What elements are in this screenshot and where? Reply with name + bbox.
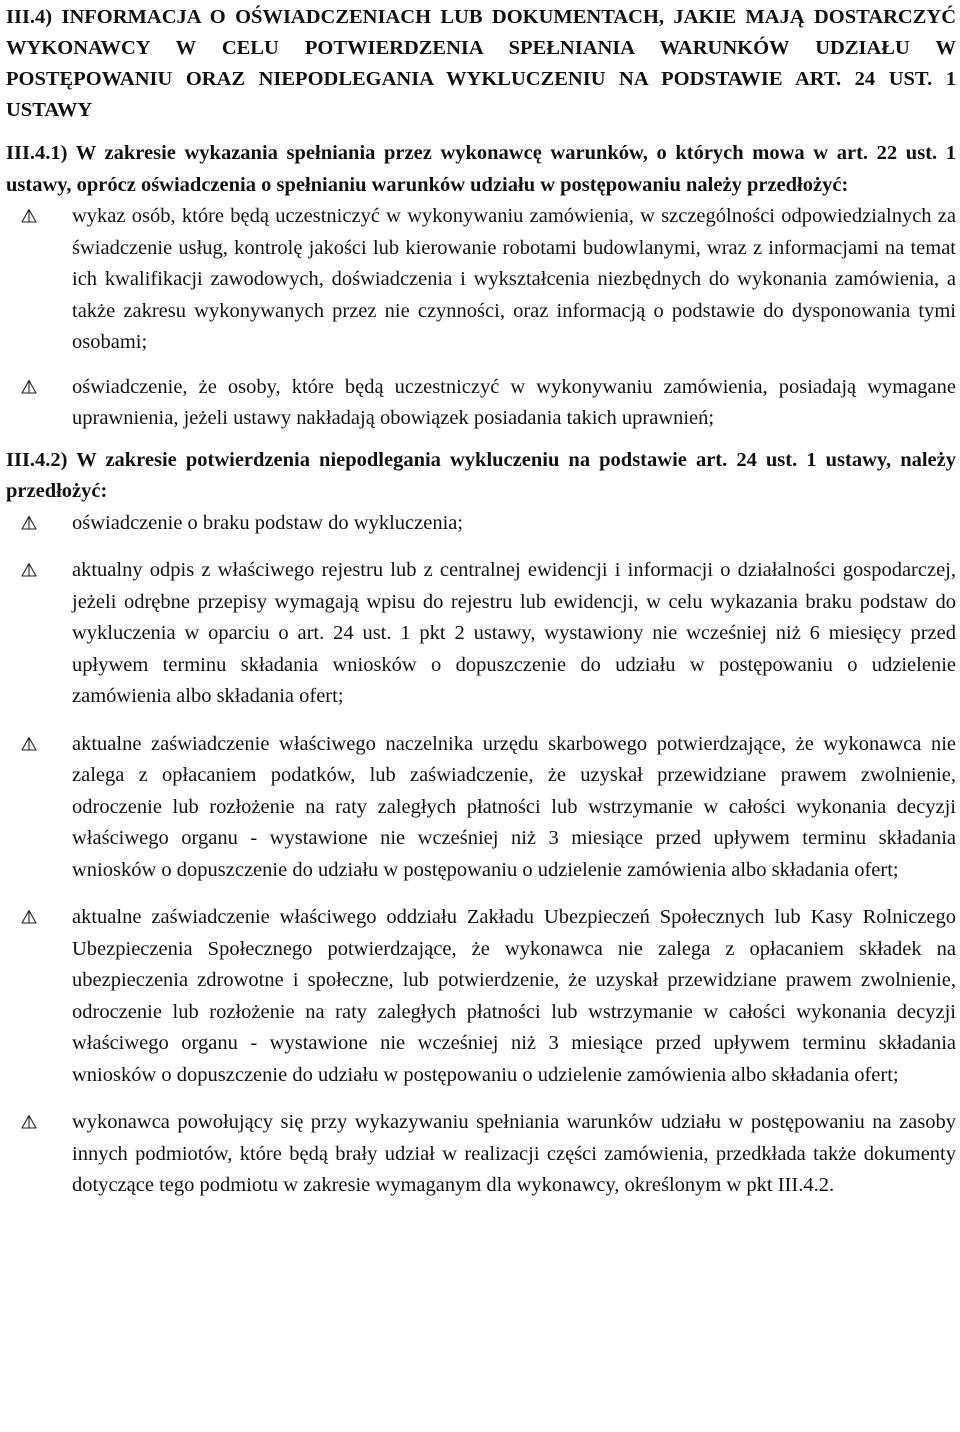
list-item-text: oświadczenie o braku podstaw do wykluczenia;	[72, 511, 464, 534]
list-item-text: aktualne zaświadczenie właściwego naczelnika urzędu skarbowego potwierdzające, że wykonawca nie zalega z opłacaniem podatków, lub zaświadczenie, że uzyskał przewidziane prawem zwolnienie, odroczenie lub rozłożenie na raty zaległych płatności lub wstrzymanie w całości wykonania decyzji właściwego organu - wystawione nie wcześniej niż 3 miesiące przed upływem terminu składania wniosków o dopuszczenie do udziału w postępowaniu o udzielenie zamówienia albo składania ofert;	[72, 732, 956, 881]
triangle-bullet-icon	[20, 1113, 38, 1131]
document-page	[6, 0, 956, 1202]
triangle-bullet-icon	[20, 908, 38, 926]
list-item	[6, 902, 956, 1091]
triangle-bullet-icon	[20, 735, 38, 753]
triangle-bullet-icon	[20, 561, 38, 579]
list-item	[6, 1107, 956, 1202]
qualifications-list	[6, 201, 956, 435]
subsection-heading-qualifications: III.4.1) W zakresie wykazania spełniania przez wykonawcę warunków, o których mowa w art. 22 ust. 1 ustawy, oprócz oświadczenia o spełnianiu warunków udziału w postępowaniu należy przedłożyć:	[6, 142, 956, 196]
list-item	[6, 372, 956, 435]
list-item	[6, 508, 956, 540]
list-item-text: aktualne zaświadczenie właściwego oddziału Zakładu Ubezpieczeń Społecznych lub Kasy Rolniczego Ubezpieczenia Społecznego potwierdzające, że wykonawca nie zalega z opłacaniem składek na ubezpieczenia zdrowotne i społeczne, lub potwierdzenie, że uzyskał przewidziane prawem zwolnienie, odroczenie lub rozłożenie na raty zaległych płatności lub wstrzymanie w całości wykonania decyzji właściwego organu - wystawione nie wcześniej niż 3 miesiące przed upływem terminu składania wniosków o dopuszczenie do udziału w postępowaniu o udzielenie zamówienia albo składania ofert;	[72, 906, 956, 1086]
subsection-heading-exclusion: III.4.2) W zakresie potwierdzenia niepodlegania wykluczeniu na podstawie art. 24 ust. 1 ustawy, należy przedłożyć:	[6, 448, 956, 502]
list-item-text: aktualny odpis z właściwego rejestru lub z centralnej ewidencji i informacji o działalności gospodarczej, jeżeli odrębne przepisy wymagają wpisu do rejestru lub ewidencji, w celu wykazania braku podstaw do wykluczenia w oparciu o art. 24 ust. 1 pkt 2 ustawy, wystawiony nie wcześniej niż 6 miesięcy przed upływem terminu składania wniosków o dopuszczenie do udziału w postępowaniu o udzielenie zamówienia albo składania ofert;	[72, 559, 956, 707]
list-item	[6, 201, 956, 359]
triangle-bullet-icon	[20, 207, 38, 225]
triangle-bullet-icon	[20, 378, 38, 396]
triangle-bullet-icon	[20, 514, 38, 532]
list-item-text: oświadczenie, że osoby, które będą uczestniczyć w wykonywaniu zamówienia, posiadają wymagane uprawnienia, jeżeli ustawy nakładają obowiązek posiadania takich uprawnień;	[72, 375, 956, 429]
section-heading: III.4) INFORMACJA O OŚWIADCZENIACH LUB DOKUMENTACH, JAKIE MAJĄ DOSTARCZYĆ WYKONAWCY W CELU POTWIERDZENIA SPEŁNIANIA WARUNKÓW UDZIAŁU W POSTĘPOWANIU ORAZ NIEPODLEGANIA WYKLUCZENIU NA PODSTAWIE ART. 24 UST. 1 USTAWY	[6, 6, 956, 121]
exclusion-documents-list	[6, 508, 956, 1202]
list-item	[6, 555, 956, 713]
list-item	[6, 729, 956, 887]
list-item-text: wykaz osób, które będą uczestniczyć w wykonywaniu zamówienia, w szczególności odpowiedzialnych za świadczenie usług, kontrolę jakości lub kierowanie robotami budowlanymi, wraz z informacjami na temat ich kwalifikacji zawodowych, doświadczenia i wykształcenia niezbędnych do wykonania zamówienia, a także zakresu wykonywanych przez nie czynności, oraz informacją o podstawie do dysponowania tymi osobami;	[72, 205, 956, 353]
list-item-text: wykonawca powołujący się przy wykazywaniu spełniania warunków udziału w postępowaniu na zasoby innych podmiotów, które będą brały udział w realizacji części zamówienia, przedkłada także dokumenty dotyczące tego podmiotu w zakresie wymaganym dla wykonawcy, określonym w pkt III.4.2.	[72, 1111, 956, 1196]
